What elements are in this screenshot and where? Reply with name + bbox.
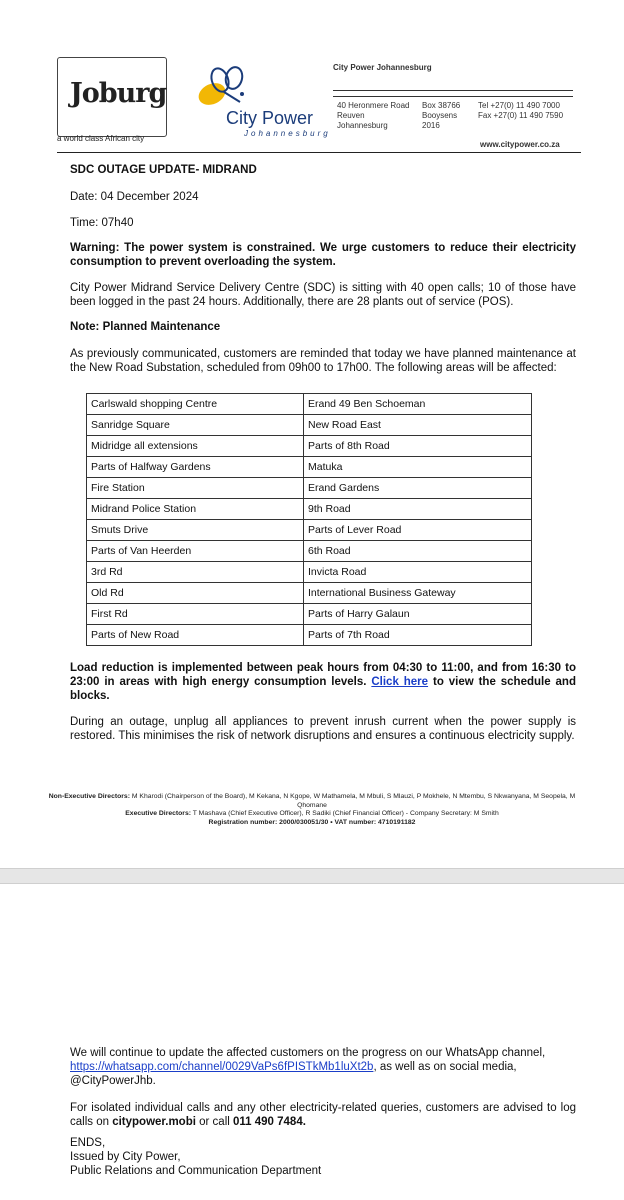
table-cell: Carlswald shopping Centre [87, 394, 304, 415]
maintenance-text: As previously communicated, customers are reminded that today we have planned maintenance at the New Road Substation, scheduled from 09h00 to 17h00. The following areas will be affected: [70, 348, 576, 374]
city-power-logo-subtitle: Johannesburg [244, 129, 331, 138]
po-box-block: Box 38766 Booysens 2016 [422, 101, 461, 130]
load-reduction-text: Load reduction is implemented between peak hours from 04:30 to 11:00, and from 16:30 to 23:00 in areas with high energy consumption levels. Click here to view the schedule and blocks. [70, 662, 576, 702]
table-row [87, 562, 532, 583]
table-row [87, 478, 532, 499]
table-cell: Erand 49 Ben Schoeman [304, 394, 532, 415]
document-page-2 [0, 884, 624, 1200]
table-cell: Parts of Halfway Gardens [87, 457, 304, 478]
warning-text: Warning: The power system is constrained. We urge customers to reduce their electricity consumption to prevent overloading the system. [70, 242, 576, 268]
table-row [87, 415, 532, 436]
table-row [87, 499, 532, 520]
table-cell: Midrand Police Station [87, 499, 304, 520]
outage-advice-text: During an outage, unplug all appliances to prevent inrush current when the power supply is restored. This minimises the risk of network disruptions and ensures a continuous electricity supply. [70, 716, 576, 742]
schedule-link[interactable]: Click here [371, 676, 429, 688]
website-url: www.citypower.co.za [480, 140, 560, 149]
table-cell: Invicta Road [304, 562, 532, 583]
table-cell: First Rd [87, 604, 304, 625]
table-row [87, 394, 532, 415]
table-cell: Parts of 8th Road [304, 436, 532, 457]
table-cell: Erand Gardens [304, 478, 532, 499]
whatsapp-update-text: We will continue to update the affected customers on the progress on our WhatsApp channel, https://whatsapp.com/channel/0029VaPs6fPISTkMb1luXt2b, as well as on social media, @CityPowerJhb. [70, 1047, 546, 1087]
table-row [87, 541, 532, 562]
table-row [87, 583, 532, 604]
whatsapp-channel-link[interactable]: https://whatsapp.com/channel/0029VaPs6fPISTkMb1luXt2b [70, 1061, 374, 1073]
table-cell: Parts of Van Heerden [87, 541, 304, 562]
table-row [87, 520, 532, 541]
table-cell: 6th Road [304, 541, 532, 562]
address-block: 40 Heronmere Road Reuven Johannesburg [337, 101, 410, 130]
header-rule [333, 96, 573, 97]
queries-text: For isolated individual calls and any other electricity-related queries, customers are advised to log calls on citypower.mobi or call 011 490 7484. [70, 1102, 576, 1128]
city-power-logo-name: City Power [226, 108, 314, 128]
date-line: Date: 04 December 2024 [70, 191, 199, 203]
table-row [87, 457, 532, 478]
table-cell: Parts of Harry Galaun [304, 604, 532, 625]
joburg-tagline: a world class African city [57, 134, 145, 143]
page-separator [0, 868, 624, 884]
registration-info: Registration number: 2000/030051/30 • VAT number: 4710191182 [208, 819, 416, 826]
company-name: City Power Johannesburg [333, 63, 432, 72]
city-power-butterfly-icon [190, 64, 260, 114]
affected-areas-table [86, 393, 532, 646]
open-calls-text: City Power Midrand Service Delivery Centre (SDC) is sitting with 40 open calls; 10 of those have been logged in the past 24 hours. Additionally, there are 28 plants out of service (POS). [70, 282, 576, 308]
table-cell: Matuka [304, 457, 532, 478]
header-rule [333, 90, 573, 91]
table-row [87, 436, 532, 457]
table-cell: Parts of 7th Road [304, 625, 532, 646]
document-title: SDC OUTAGE UPDATE- MIDRAND [70, 164, 257, 176]
table-cell: Old Rd [87, 583, 304, 604]
header-divider [57, 152, 581, 153]
table-cell: Parts of Lever Road [304, 520, 532, 541]
table-cell: International Business Gateway [304, 583, 532, 604]
joburg-logo-text: Joburg [70, 78, 167, 109]
table-cell: Sanridge Square [87, 415, 304, 436]
time-line: Time: 07h40 [70, 217, 134, 229]
table-cell: Fire Station [87, 478, 304, 499]
table-cell: New Road East [304, 415, 532, 436]
table-cell: 3rd Rd [87, 562, 304, 583]
table-cell: 9th Road [304, 499, 532, 520]
executive-directors: Executive Directors: T Mashava (Chief Executive Officer), R Sadiki (Chief Financial Officer) - Company Secretary: M Smith [125, 810, 499, 817]
note-heading: Note: Planned Maintenance [70, 321, 221, 333]
table-cell: Smuts Drive [87, 520, 304, 541]
table-cell: Midridge all extensions [87, 436, 304, 457]
non-executive-directors: Non-Executive Directors: M Kharodi (Chairperson of the Board), M Kekana, N Kgope, W Mathamela, M Mbuli, S Mlauzi, P Mokhele, N Mtembu, S Nkwanyana, M Seopela, M Qhomane [48, 793, 576, 809]
sign-off: ENDS, Issued by City Power, Public Relations and Communication Department [70, 1137, 322, 1177]
table-cell: Parts of New Road [87, 625, 304, 646]
contact-block: Tel +27(0) 11 490 7000 Fax +27(0) 11 490 7590 [478, 101, 564, 120]
table-row [87, 604, 532, 625]
table-row [87, 625, 532, 646]
